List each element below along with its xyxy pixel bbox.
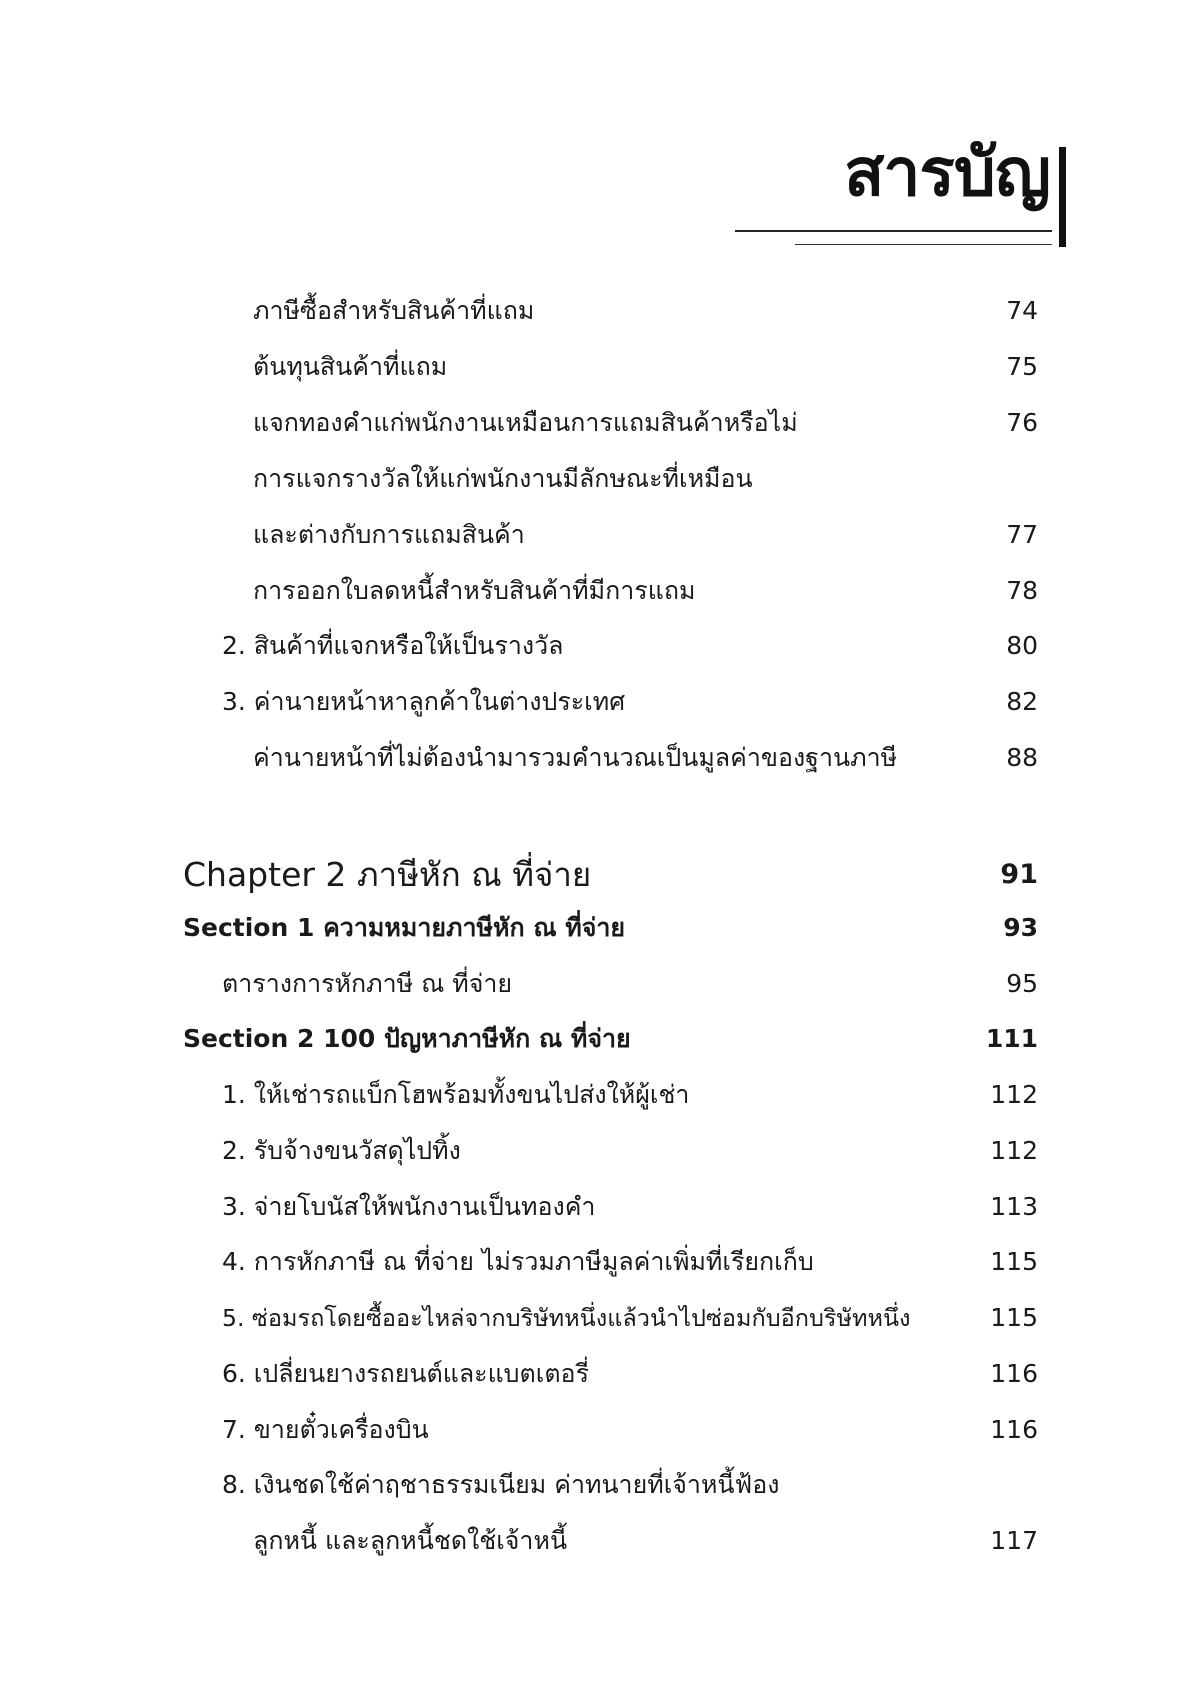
toc-entry-text: แจกทองคำแก่พนักงานเหมือนการแถมสินค้าหรือไม่ <box>253 408 798 437</box>
toc-entry[interactable] <box>0 1352 1181 1396</box>
toc-entry[interactable] <box>0 1408 1181 1452</box>
toc-entry[interactable] <box>0 1240 1181 1284</box>
toc-entry[interactable] <box>0 457 1181 501</box>
toc-page-number: 80 <box>1006 631 1038 660</box>
toc-entry[interactable] <box>0 962 1181 1006</box>
toc-page-number: 88 <box>1006 743 1038 772</box>
toc-entry[interactable] <box>0 1463 1181 1507</box>
toc-page-number: 116 <box>990 1415 1038 1444</box>
toc-entry-text: ต้นทุนสินค้าที่แถม <box>253 352 448 381</box>
toc-page-number: 95 <box>1006 969 1038 998</box>
chapter-title: Chapter 2 ภาษีหัก ณ ที่จ่าย <box>183 855 592 894</box>
toc-entry-text: ตารางการหักภาษี ณ ที่จ่าย <box>222 969 513 998</box>
toc-entry-text: 2. รับจ้างขนวัสดุไปทิ้ง <box>222 1136 461 1165</box>
toc-entry-text: ภาษีซื้อสำหรับสินค้าที่แถม <box>253 296 535 325</box>
toc-entry-text: การแจกรางวัลให้แก่พนักงานมีลักษณะที่เหมือน <box>253 464 753 493</box>
toc-page-number: 111 <box>985 1024 1038 1053</box>
toc-page-number: 93 <box>1003 913 1038 942</box>
page-title: สารบัญ <box>844 134 1050 211</box>
toc-section[interactable] <box>0 1017 1181 1061</box>
toc-entry[interactable] <box>0 569 1181 613</box>
toc-entry[interactable] <box>0 1296 1181 1340</box>
toc-page-number: 91 <box>1000 859 1038 890</box>
toc-entry-text: 1. ให้เช่ารถแบ็กโฮพร้อมทั้งขนไปส่งให้ผู้เช่า <box>222 1080 690 1109</box>
toc-page-number: 76 <box>1006 408 1038 437</box>
toc-page-number: 112 <box>990 1080 1038 1109</box>
toc-entry-text: ลูกหนี้ และลูกหนี้ชดใช้เจ้าหนี้ <box>253 1526 568 1555</box>
toc-entry[interactable] <box>0 345 1181 389</box>
toc-page-number: 113 <box>990 1192 1038 1221</box>
toc-entry[interactable] <box>0 289 1181 333</box>
toc-page-number: 115 <box>990 1303 1038 1332</box>
toc-entry-text: ค่านายหน้าที่ไม่ต้องนำมารวมคำนวณเป็นมูลค่าของฐานภาษี <box>253 743 898 772</box>
toc-entry-text: 4. การหักภาษี ณ ที่จ่าย ไม่รวมภาษีมูลค่าเพิ่มที่เรียกเก็บ <box>222 1247 814 1276</box>
toc-page-number: 82 <box>1006 687 1038 716</box>
toc-entry-text: 3. จ่ายโบนัสให้พนักงานเป็นทองคำ <box>222 1192 596 1221</box>
toc-entry-text: การออกใบลดหนี้สำหรับสินค้าที่มีการแถม <box>253 576 696 605</box>
section-title: Section 1 ความหมายภาษีหัก ณ ที่จ่าย <box>183 913 626 942</box>
toc-page-number: 74 <box>1006 296 1038 325</box>
toc-page-number: 116 <box>990 1359 1038 1388</box>
toc-entry[interactable] <box>0 680 1181 724</box>
toc-page-number: 78 <box>1006 576 1038 605</box>
toc-page-number: 75 <box>1006 352 1038 381</box>
toc-page-number: 117 <box>990 1526 1038 1555</box>
toc-entry-text: 3. ค่านายหน้าหาลูกค้าในต่างประเทศ <box>222 687 626 716</box>
toc-page-number: 77 <box>1006 520 1038 549</box>
title-vertical-bar <box>1059 147 1066 247</box>
toc-entry[interactable] <box>0 1129 1181 1173</box>
toc-entry[interactable] <box>0 624 1181 668</box>
toc-entry-text: 7. ขายตั๋วเครื่องบิน <box>222 1415 429 1444</box>
toc-entry[interactable] <box>0 1185 1181 1229</box>
title-underline-upper <box>735 230 1052 232</box>
toc-entry[interactable] <box>0 401 1181 445</box>
toc-entry-text: 2. สินค้าที่แจกหรือให้เป็นรางวัล <box>222 631 564 660</box>
title-underline-lower <box>795 244 1052 245</box>
toc-entry-text: 6. เปลี่ยนยางรถยนต์และแบตเตอรี่ <box>222 1359 590 1388</box>
toc-page-number: 112 <box>990 1136 1038 1165</box>
toc-entry[interactable] <box>0 1073 1181 1117</box>
toc-entry[interactable] <box>0 513 1181 557</box>
toc-entry[interactable] <box>0 1519 1181 1563</box>
toc-section[interactable] <box>0 906 1181 950</box>
toc-entry[interactable] <box>0 736 1181 780</box>
toc-entry-text: 5. ซ่อมรถโดยซื้ออะไหล่จากบริษัทหนึ่งแล้วนำไปซ่อมกับอีกบริษัทหนึ่ง <box>222 1304 911 1332</box>
toc-chapter[interactable] <box>0 850 1181 900</box>
section-title: Section 2 100 ปัญหาภาษีหัก ณ ที่จ่าย <box>183 1024 631 1053</box>
toc-entry-text: 8. เงินชดใช้ค่าฤชาธรรมเนียม ค่าทนายที่เจ้าหนี้ฟ้อง <box>222 1470 780 1499</box>
toc-page-number: 115 <box>990 1247 1038 1276</box>
toc-entry-text: และต่างกับการแถมสินค้า <box>253 520 525 549</box>
